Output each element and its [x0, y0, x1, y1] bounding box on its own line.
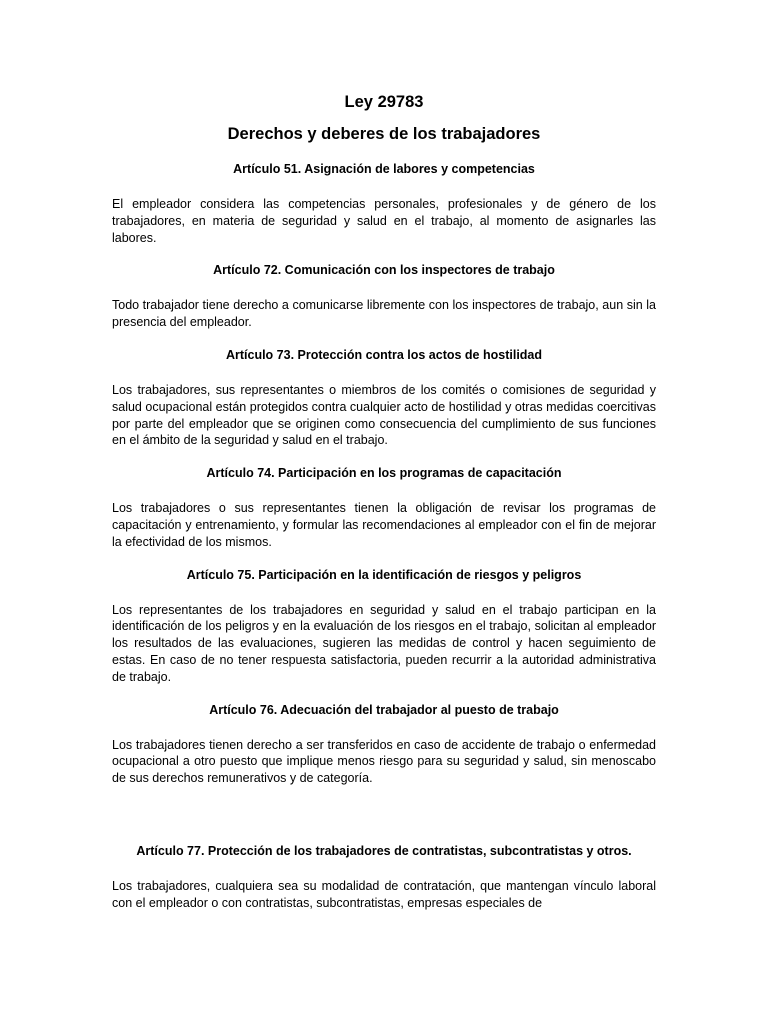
- article-73: [112, 347, 656, 449]
- article-body: Los trabajadores, sus representantes o miembros de los comités o comisiones de seguridad y salud ocupacional están protegidos contra cualquier acto de hostilidad y otras medidas coercitivas por parte del empleador que se originen como consecuencia del cumplimiento de sus funciones en el ámbito de la seguridad y salud en el trabajo.: [112, 382, 656, 448]
- article-75: [112, 567, 656, 686]
- article-body: El empleador considera las competencias personales, profesionales y de género de los trabajadores, en materia de seguridad y salud en el trabajo, al momento de asignarles las labores.: [112, 197, 656, 245]
- document-subtitle: Derechos y deberes de los trabajadores: [227, 125, 541, 143]
- article-heading: Artículo 73. Protección contra los actos de hostilidad: [225, 347, 543, 362]
- blank-gap: [112, 803, 656, 843]
- article-heading: Artículo 77. Protección de los trabajadores de contratistas, subcontratistas y otros.: [136, 843, 632, 858]
- article-77: [112, 843, 656, 912]
- document-title: Ley 29783: [344, 93, 424, 111]
- article-body: Todo trabajador tiene derecho a comunicarse libremente con los inspectores de trabajo, aun sin la presencia del empleador.: [112, 298, 656, 330]
- article-heading: Artículo 72. Comunicación con los inspectores de trabajo: [213, 263, 555, 278]
- article-heading: Artículo 51. Asignación de labores y competencias: [233, 162, 535, 176]
- article-body: Los trabajadores tienen derecho a ser transferidos en caso de accidente de trabajo o enfermedad ocupacional a otro puesto que implique menos riesgo para su seguridad y salud, sin menoscabo de sus derechos remunerativos y de categoría.: [112, 737, 656, 786]
- article-51: [112, 161, 656, 246]
- article-heading: Artículo 76. Adecuación del trabajador al puesto de trabajo: [209, 702, 559, 717]
- article-body: Los trabajadores o sus representantes tienen la obligación de revisar los programas de capacitación y entrenamiento, y formular las recomendaciones al empleador con el fin de mejorar la efectividad de los mismos.: [112, 501, 656, 549]
- article-heading: Artículo 75. Participación en la identificación de riesgos y peligros: [186, 567, 582, 582]
- article-body: Los representantes de los trabajadores en seguridad y salud en el trabajo participan en la identificación de los peligros y en la evaluación de los riesgos en el trabajo, solicitan al empleador los resultados de las evaluaciones, sugieren las medidas de control y hacen seguimiento de estas. En caso de no tener respuesta satisfactoria, pueden recurrir a la autoridad administrativa de trabajo.: [112, 602, 656, 684]
- article-76: [112, 702, 656, 787]
- article-heading: Artículo 74. Participación en los programas de capacitación: [206, 466, 562, 481]
- article-body: Los trabajadores, cualquiera sea su modalidad de contratación, que mantengan vínculo laboral con el empleador o con contratistas, subcontratistas, empresas especiales de: [112, 878, 656, 910]
- article-72: [112, 262, 656, 331]
- article-74: [112, 465, 656, 550]
